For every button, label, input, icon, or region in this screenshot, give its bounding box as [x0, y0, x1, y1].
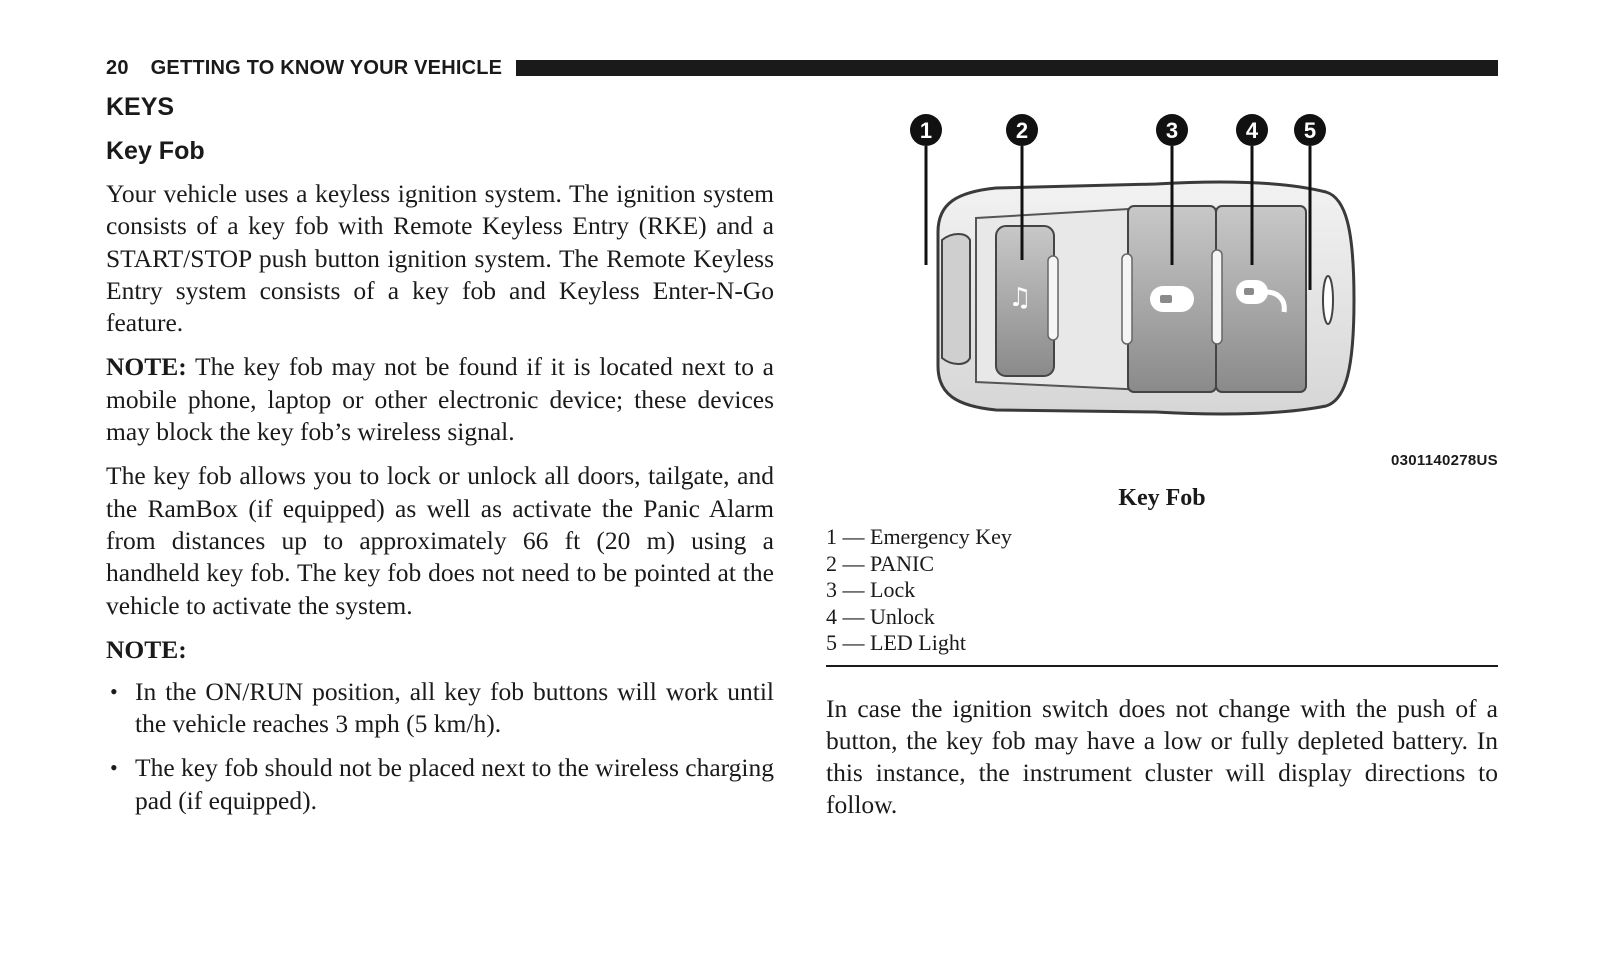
legend-item: 1 — Emergency Key [826, 524, 1012, 549]
svg-text:3: 3 [1165, 118, 1179, 143]
callout-3 [1156, 114, 1188, 146]
note-label: NOTE: [106, 352, 187, 382]
callout-4 [1236, 114, 1268, 146]
range-paragraph: The key fob allows you to lock or unlock all doors, tailgate, and the RamBox (if equipped) as well as activate the Panic Alarm from distances up to approximately 66 ft (20 m) using a handheld key fob. The key fob does not need to be pointed at the vehicle to activate the system. [106, 461, 774, 620]
figure-caption: Key Fob [1118, 485, 1206, 511]
padlock-closed-icon [1150, 286, 1194, 312]
emergency-key-slot [942, 234, 970, 364]
button-divider [1212, 250, 1222, 344]
bullet-text: The key fob should not be placed next to the wireless charging pad (if equipped). [135, 753, 774, 815]
section-heading: KEYS [106, 93, 175, 121]
callout-2 [1006, 114, 1038, 146]
legend-item: 5 — LED Light [826, 630, 966, 655]
note-paragraph [106, 351, 774, 448]
bullet-icon: • [110, 678, 118, 704]
battery-paragraph: In case the ignition switch does not change with the push of a button, the key fob may have a low or fully depleted battery. In this instance, the instrument cluster will display directions to follow. [826, 693, 1498, 820]
running-section-title: GETTING TO KNOW YOUR VEHICLE [150, 56, 503, 79]
button-divider [1122, 254, 1132, 344]
note-bullet-list [106, 676, 774, 817]
svg-text:2: 2 [1015, 118, 1029, 143]
legend-item: 3 — Lock [826, 577, 916, 602]
left-column [106, 90, 774, 829]
legend-item: 2 — PANIC [826, 550, 934, 576]
right-column [826, 100, 1498, 822]
svg-text:4: 4 [1245, 118, 1259, 143]
svg-text:1: 1 [919, 118, 933, 143]
horn-icon: ♫ [1008, 283, 1032, 313]
note-heading: NOTE: [106, 634, 187, 664]
led-light [1323, 276, 1333, 324]
list-item [106, 676, 774, 741]
list-item [106, 752, 774, 817]
bullet-text: In the ON/RUN position, all key fob buttons will work until the vehicle reaches 3 mph (5 km/h). [135, 676, 774, 739]
key-fob-illustration [826, 100, 1498, 450]
callout-5 [1294, 114, 1326, 146]
figure-code: 0301140278US [1390, 452, 1498, 469]
callout-1 [910, 114, 942, 146]
subsection-heading: Key Fob [106, 137, 205, 165]
page-number: 20 [106, 56, 129, 79]
header-rule [516, 60, 1498, 76]
button-divider [1048, 256, 1058, 340]
page-header [106, 54, 1498, 82]
svg-text:5: 5 [1303, 118, 1317, 143]
legend-item: 4 — Unlock [826, 603, 935, 629]
figure-legend [826, 524, 1498, 667]
bullet-icon: • [110, 755, 118, 781]
note-text: The key fob may not be found if it is located next to a mobile phone, laptop or other electronic device; these devices may block the key fob’s wireless signal. [106, 352, 774, 447]
key-fob-figure [826, 100, 1498, 480]
intro-paragraph: Your vehicle uses a keyless ignition system. The ignition system consists of a key fob with Remote Keyless Entry (RKE) and a START/STOP push button ignition system. The Remote Keyless Entry system consists of a key fob and Keyless Enter-N-Go feature. [106, 179, 774, 338]
